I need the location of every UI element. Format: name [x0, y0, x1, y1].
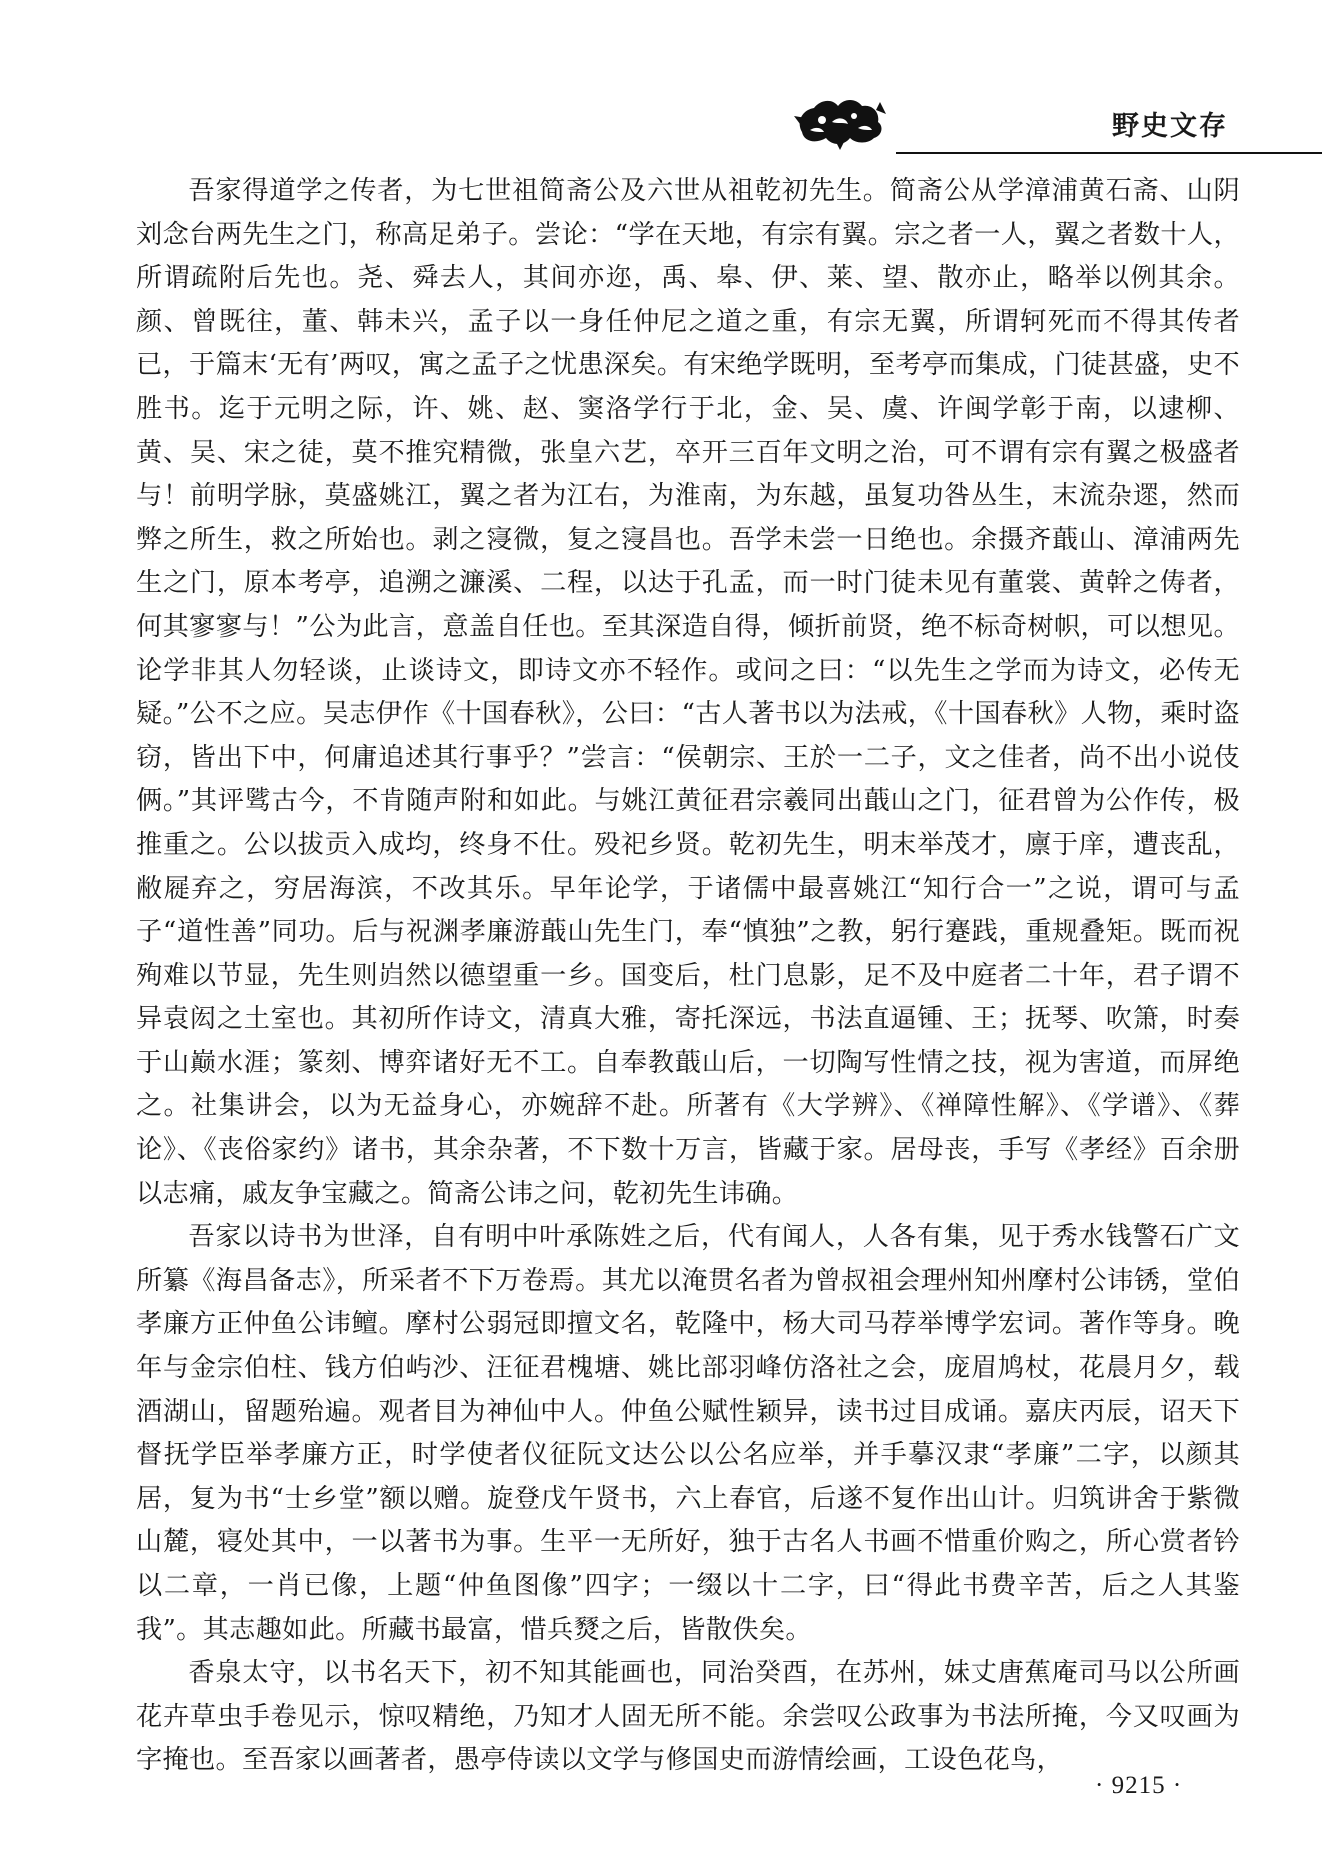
paragraph: 香泉太守，以书名天下，初不知其能画也，同治癸酉，在苏州，妹丈唐蕉庵司马以公所画花卉草虫手卷见示，惊叹精绝，乃知才人固无所不能。余尝叹公政事为书法所掩，今又叹画为字掩也。至吾家以画著者，愚亭侍读以文学与修国史而游情绘画，工设色花鸟，: [136, 1658, 1240, 1776]
paragraph: 吾家以诗书为世泽，自有明中叶承陈姓之后，代有闻人，人各有集，见于秀水钱警石广文所纂《海昌备志》，所采者不下万卷焉。其尤以淹贯名者为曾叔祖会理州知州摩村公讳锈，堂伯孝廉方正仲鱼公讳鳣。摩村公弱冠即擅文名，乾隆中，杨大司马荐举博学宏词。著作等身。晚年与金宗伯柱、钱方伯屿沙、汪征君槐塘、姚比部羽峰仿洛社之会，庞眉鸠杖，花晨月夕，载酒湖山，留题殆遍。观者目为神仙中人。仲鱼公赋性颖异，读书过目成诵。嘉庆丙辰，诏天下督抚学臣举孝廉方正，时学使者仪征阮文达公以公名应举，并手摹汉隶“孝廉”二字，以颜其居，复为书“士乡堂”额以赠。旋登戊午贤书，六上春官，后遂不复作出山计。归筑讲舍于紫微山麓，寝处其中，一以著书为事。生平一无所好，独于古名人书画不惜重价购之，所心赏者钤以二章，一肖已像，上题“仲鱼图像”四字；一缀以十二字，曰“得此书费辛苦，后之人其鉴我”。其志趣如此。所藏书最富，惜兵燹之后，皆散佚矣。: [136, 1222, 1240, 1645]
body-text: [136, 170, 1240, 1783]
header-rule: [896, 152, 1322, 154]
page-number: · 9215 ·: [1095, 1772, 1183, 1799]
paragraph: 吾家得道学之传者，为七世祖简斋公及六世从祖乾初先生。简斋公从学漳浦黄石斋、山阴刘念台两先生之门，称高足弟子。尝论：“学在天地，有宗有翼。宗之者一人，翼之者数十人，所谓疏附后先也。尧、舜去人，其间亦迩，禹、皋、伊、莱、望、散亦止，略举以例其余。颜、曾既往，董、韩未兴，孟子以一身任仲尼之道之重，有宗无翼，所谓轲死而不得其传者已，于篇末‘无有’两叹，寓之孟子之忧患深矣。有宋绝学既明，至考亭而集成，门徒甚盛，史不胜书。迄于元明之际，许、姚、赵、窦洛学行于北，金、吴、虞、许闽学彰于南，以逮柳、黄、吴、宋之徒，莫不推究精微，张皇六艺，卒开三百年文明之治，可不谓有宗有翼之极盛者与！前明学脉，莫盛姚江，翼之者为江右，为淮南，为东越，虽复功咎丛生，末流杂遝，然而弊之所生，救之所始也。剥之寖微，复之寖昌也。吾学未尝一日绝也。余摄齐蕺山、漳浦两先生之门，原本考亭，追溯之濂溪、二程，以达于孔孟，而一时门徒未见有董裳、黄幹之俦者，何其寥寥与！”公为此言，意盖自任也。至其深造自得，倾折前贤，绝不标奇树帜，可以想见。论学非其人勿轻谈，止谈诗文，即诗文亦不轻作。或问之曰：“以先生之学而为诗文，必传无疑。”公不之应。吴志伊作《十国春秋》，公曰：“古人著书以为法戒，《十国春秋》人物，乘时盗窃，皆出下中，何庸追述其行事乎？”尝言：“侯朝宗、王於一二子，文之佳者，尚不出小说伎俩。”其评骘古今，不肯随声附和如此。与姚江黄征君宗羲同出蕺山之门，征君曾为公作传，极推重之。公以拔贡入成均，终身不仕。殁祀乡贤。乾初先生，明末举茂才，廪于庠，遭丧乱，敝屣弃之，穷居海滨，不改其乐。早年论学，于诸儒中最喜姚江“知行合一”之说，谓可与孟子“道性善”同功。后与祝渊孝廉游蕺山先生门，奉“慎独”之教，躬行蹇践，重规叠矩。既而祝殉难以节显，先生则岿然以德望重一乡。国变后，杜门息影，足不及中庭者二十年，君子谓不异袁闳之土室也。其初所作诗文，清真大雅，寄托深远，书法直逼锺、王；抚琴、吹箫，时奏于山巅水涯；篆刻、博弈诸好无不工。自奉教蕺山后，一切陶写性情之技，视为害道，而屏绝之。社集讲会，以为无益身心，亦婉辞不赴。所著有《大学辨》、《禅障性解》、《学谱》、《葬论》、《丧俗家约》诸书，其余杂著，不下数十万言，皆藏于家。居母丧，手写《孝经》百余册以志痛，戚友争宝藏之。简斋公讳之问，乾初先生讳确。: [136, 176, 1240, 1209]
series-title: 野史文存: [1112, 111, 1228, 142]
running-header: [136, 86, 1240, 158]
dragon-emblem-icon: [792, 92, 888, 150]
